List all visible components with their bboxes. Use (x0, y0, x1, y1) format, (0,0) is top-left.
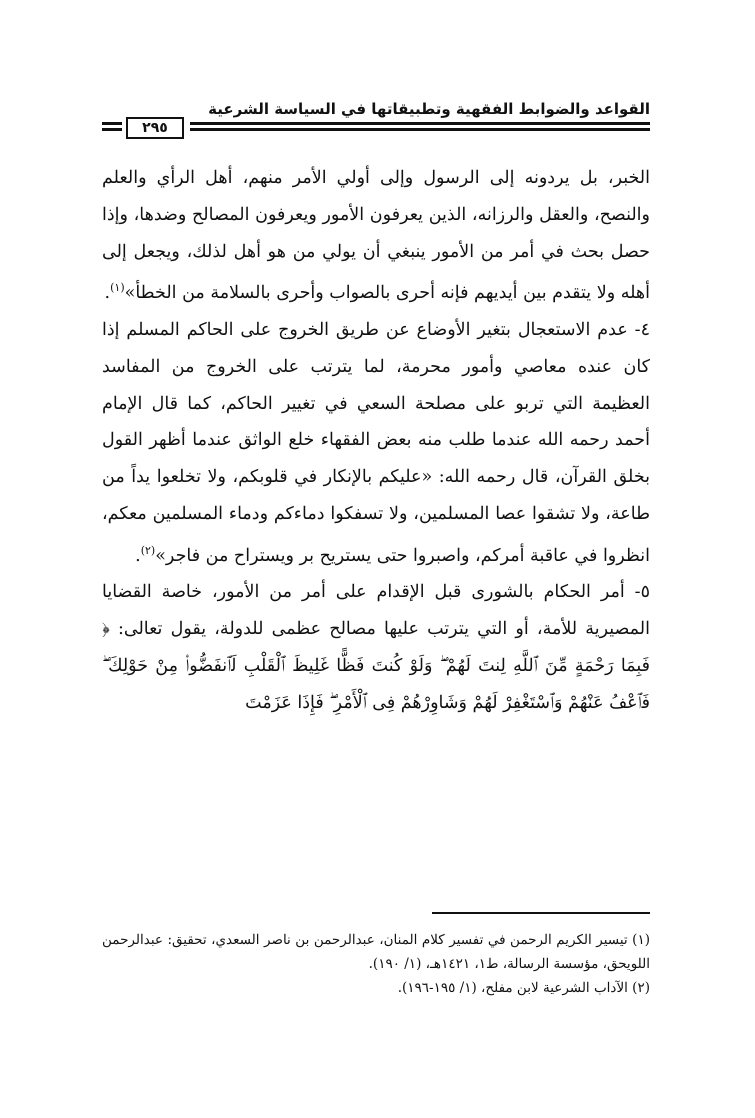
footnote-ref: (١) (110, 281, 125, 295)
paragraph-text: ٤- عدم الاستعجال بتغير الأوضاع عن طريق الخروج على الحاكم المسلم إذا كان عنده معاصي وأمور محرمة، لما يترتب على الخروج من المفاسد العظيمة التي تربو على مصلحة السعي في تغيير الحاكم، كما قال الإمام أحمد رحمه الله عندما طلب منه بعض الفقهاء خلع الواثق عندما أظهر القول بخلق القرآن، قال رحمه الله: «عليكم بالإنكار في قلوبكم، ولا تخلعوا يداً من طاعة، ولا تشقوا عصا المسلمين، ولا تسفكوا دماءكم ودماء المسلمين معكم، انظروا في عاقبة أمركم، واصبروا حتى يستريح بر ويستراح من فاجر» (102, 320, 650, 566)
footnote-separator (432, 912, 650, 914)
page-number: ٢٩٥ (126, 117, 184, 139)
quran-verse: ﴿ فَبِمَا رَحْمَةٍ مِّنَ ٱللَّهِ لِنتَ لَهُمْ ۖ وَلَوْ كُنتَ فَظًّا غَلِيظَ ٱلْقَلْبِ لَٱنفَضُّوا۟ مِنْ حَوْلِكَ ۖ فَٱعْفُ عَنْهُمْ وَٱسْتَغْفِرْ لَهُمْ وَشَاوِرْهُمْ فِى ٱلْأَمْرِ ۖ فَإِذَا عَزَمْتَ (102, 619, 650, 713)
main-text (102, 160, 650, 722)
footnote-ref: (٢) (140, 543, 156, 557)
footnote: (٢) الآداب الشرعية لابن مفلح، (١/ ١٩٥-١٩٦). (397, 980, 650, 996)
header-rule (190, 122, 650, 134)
paragraph: الخبر، بل يردونه إلى الرسول وإلى أولي الأمر منهم، أهل الرأي والعلم والنصح، والعقل والرزانه، الذين يعرفون الأمور ويعرفون المصالح وضدها، وإذا حصل بحث في أمر من الأمور ينبغي أن يولي من هو أهل لذلك، ويجعل إلى أهله ولا يتقدم بين أيديهم فإنه أحرى بالصواب وأحرى بالسلامة من الخطأ»$^{(١)}$. (102, 168, 650, 304)
running-title: القواعد والضوابط الفقهية وتطبيقاتها في السياسة الشرعية (208, 100, 650, 118)
page-header (102, 98, 650, 142)
footnotes (102, 928, 650, 1000)
header-rule-left (102, 122, 122, 134)
paragraph-text: الخبر، بل يردونه إلى الرسول وإلى أولي الأمر منهم، أهل الرأي والعلم والنصح، والعقل والرزانه، الذين يعرفون الأمور ويعرفون المصالح وضدها، وإذا حصل بحث في أمر من الأمور ينبغي أن يولي من هو أهل لذلك، ويجعل إلى أهله ولا يتقدم بين أيديهم فإنه أحرى بالصواب وأحرى بالسلامة من الخطأ» (102, 168, 650, 304)
paragraph: ٤- عدم الاستعجال بتغير الأوضاع عن طريق الخروج على الحاكم المسلم إذا كان عنده معاصي وأمور محرمة، لما يترتب على الخروج من المفاسد العظيمة التي تربو على مصلحة السعي في تغيير الحاكم، كما قال الإمام أحمد رحمه الله عندما طلب منه بعض الفقهاء خلع الواثق عندما أظهر القول بخلق القرآن، قال رحمه الله: «عليكم بالإنكار في قلوبكم، ولا تخلعوا يداً من طاعة، ولا تشقوا عصا المسلمين، ولا تسفكوا دماءكم ودماء المسلمين معكم، انظروا في عاقبة أمركم، واصبروا حتى يستريح بر ويستراح من فاجر»$^{(٢)}$. (102, 320, 650, 566)
paragraph-text: ٥- أمر الحكام بالشورى قبل الإقدام على أمر من الأمور، خاصة القضايا المصيرية للأمة، أو التي يترتب عليها مصالح عظمى للدولة، يقول تعالى: (102, 582, 650, 640)
footnote: (١) تيسير الكريم الرحمن في تفسير كلام المنان، عبدالرحمن بن ناصر السعدي، تحقيق: عبدالرحمن اللويحق، مؤسسة الرسالة، ط١، ١٤٢١هـ، (١/ ١٩٠). (102, 932, 650, 972)
paragraph (102, 574, 650, 721)
